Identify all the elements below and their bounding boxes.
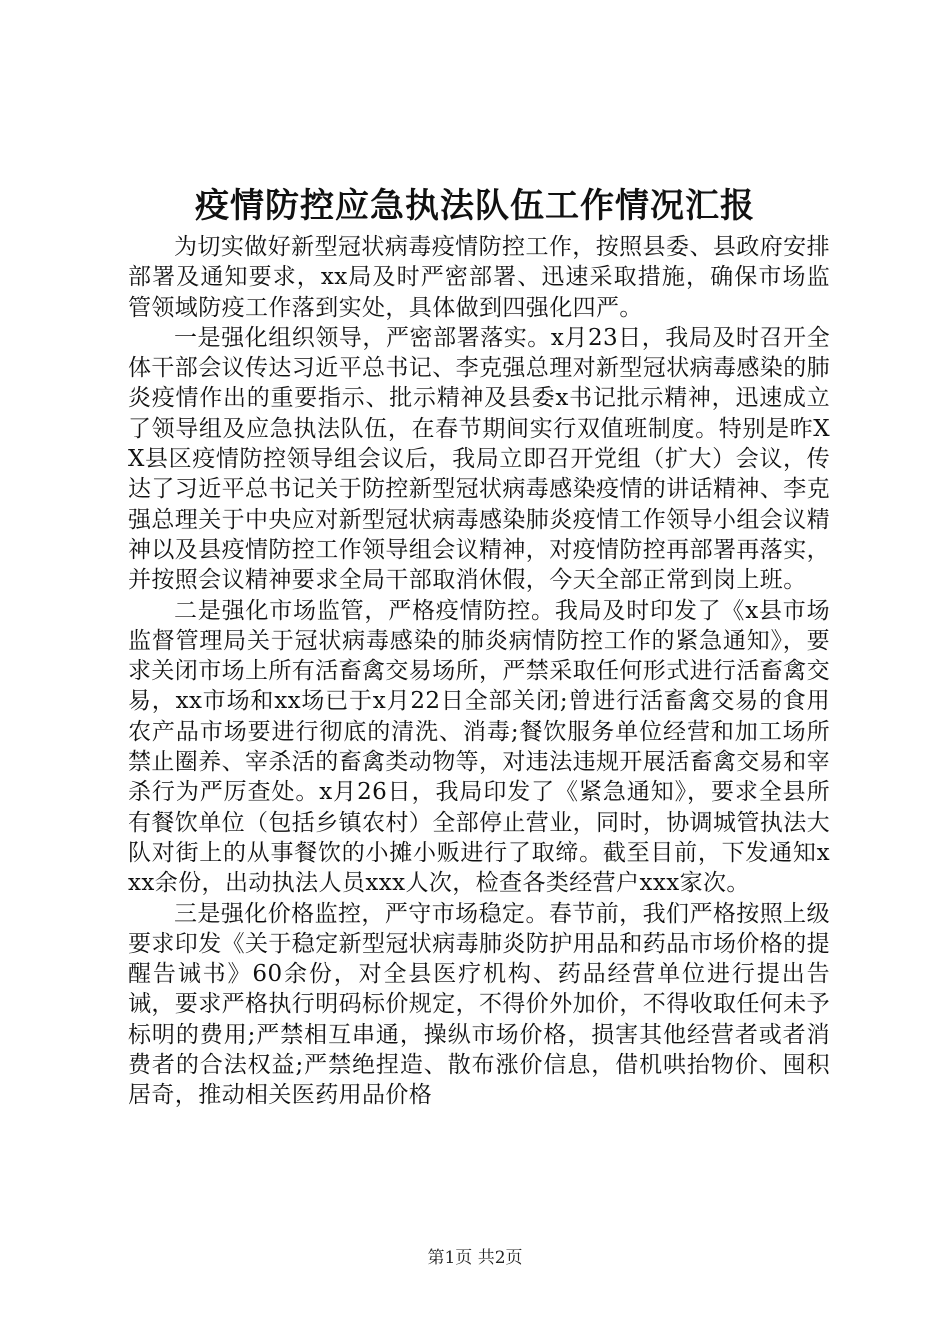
page-footer bbox=[0, 1246, 950, 1270]
paragraph-section-2: 二是强化市场监管，严格疫情防控。我局及时印发了《x县市场监督管理局关于冠状病毒感染的肺炎病情防控工作的紧急通知》，要求关闭市场上所有活畜禽交易场所，严禁采取任何形式进行活畜禽交易，xx市场和xx场已于x月22日全部关闭;曾进行活畜禽交易的食用农产品市场要进行彻底的清洗、消毒;餐饮服务单位经营和加工场所禁止圈养、宰杀活的畜禽类动物等，对违法违规开展活畜禽交易和宰杀行为严厉查处。x月26日，我局印发了《紧急通知》，要求全县所有餐饮单位（包括乡镇农村）全部停止营业，同时，协调城管执法大队对街上的从事餐饮的小摊小贩进行了取缔。截至目前，下发通知xxx余份，出动执法人员xxx人次，检查各类经营户xxx家次。 bbox=[128, 597, 830, 897]
page-total: 共2页 bbox=[477, 1248, 523, 1268]
page-number: 第1页 bbox=[427, 1248, 473, 1268]
paragraph-section-3: 三是强化价格监控，严守市场稳定。春节前，我们严格按照上级要求印发《关于稳定新型冠状病毒肺炎防护用品和药品市场价格的提醒告诫书》60余份，对全县医疗机构、药品经营单位进行提出告诫，要求严格执行明码标价规定，不得价外加价，不得收取任何未予标明的费用;严禁相互串通，操纵市场价格，损害其他经营者或者消费者的合法权益;严禁绝捏造、散布涨价信息，借机哄抬物价、囤积居奇，推动相关医药用品价格 bbox=[128, 900, 830, 1109]
paragraph-section-1: 一是强化组织领导，严密部署落实。x月23日，我局及时召开全体干部会议传达习近平总书记、李克强总理对新型冠状病毒感染的肺炎疫情作出的重要指示、批示精神及县委x书记批示精神，迅速成立了领导组及应急执法队伍，在春节期间实行双值班制度。特别是昨XX县区疫情防控领导组会议后，我局立即召开党组（扩大）会议，传达了习近平总书记关于防控新型冠状病毒感染疫情的讲话精神、李克强总理关于中央应对新型冠状病毒感染肺炎疫情工作领导小组会议精神以及县疫情防控工作领导组会议精神，对疫情防控再部署再落实，并按照会议精神要求全局干部取消休假，今天全部正常到岗上班。 bbox=[128, 324, 830, 594]
paragraph-intro: 为切实做好新型冠状病毒疫情防控工作，按照县委、县政府安排部署及通知要求，xx局及时严密部署、迅速采取措施，确保市场监管领域防疫工作落到实处，具体做到四强化四严。 bbox=[128, 234, 830, 321]
document-title: 疫情防控应急执法队伍工作情况汇报 bbox=[195, 186, 755, 226]
document-body bbox=[128, 232, 830, 1111]
